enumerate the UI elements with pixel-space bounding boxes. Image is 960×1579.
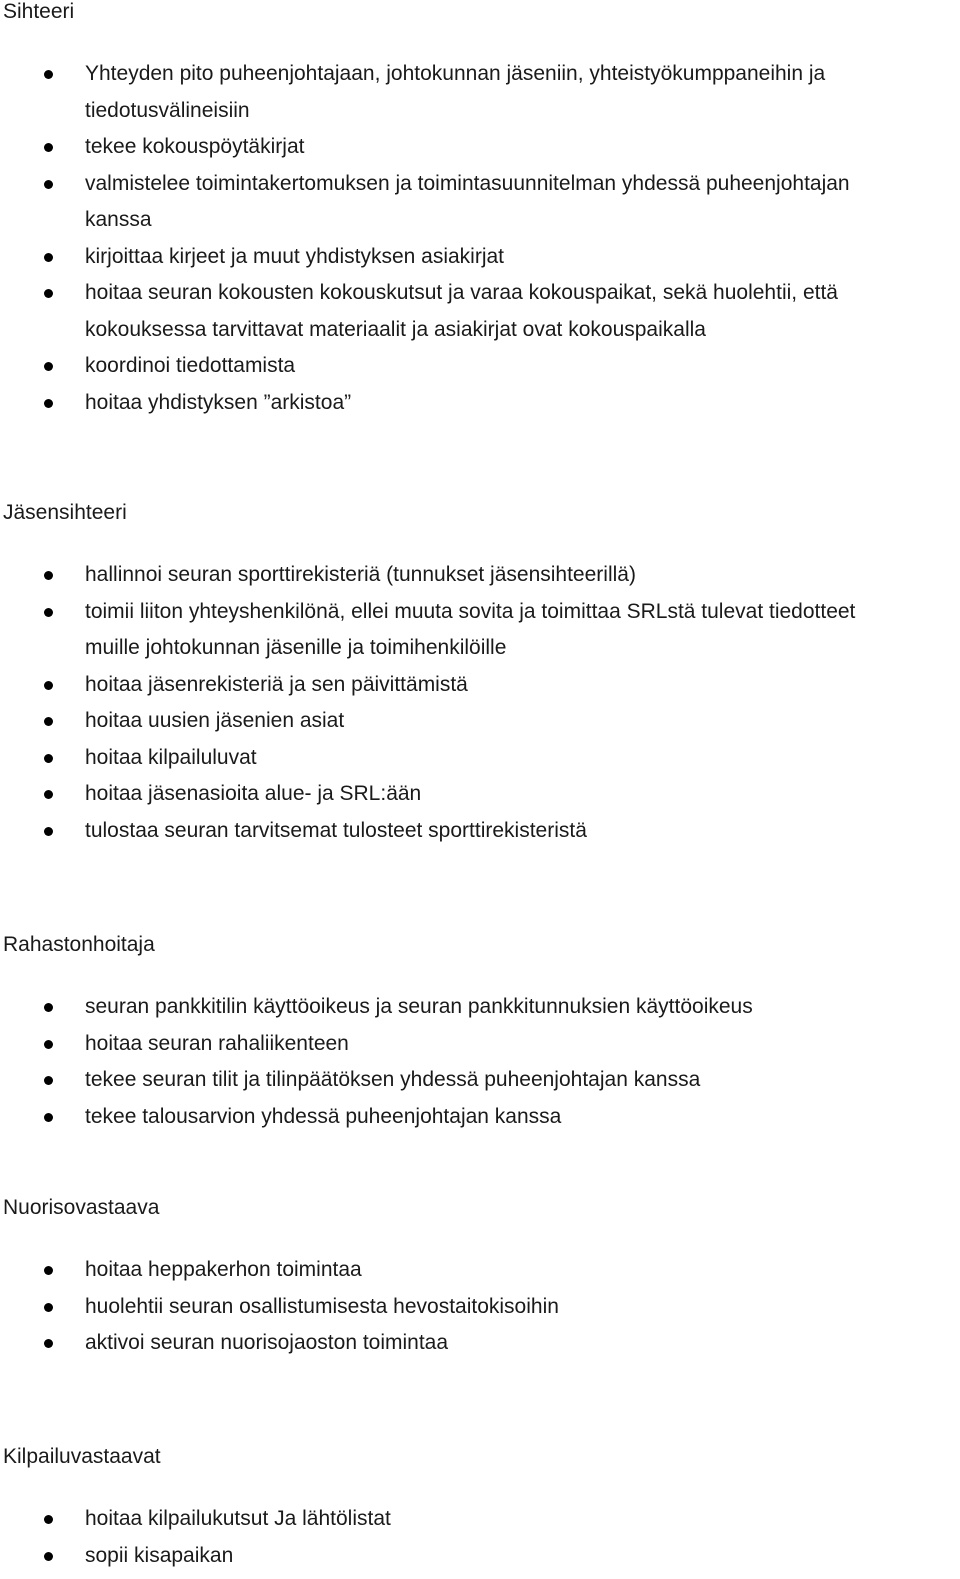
list-item-text: hoitaa jäsenrekisteriä ja sen päivittämistä [85, 672, 468, 696]
bullet-icon [44, 143, 53, 152]
list-item [0, 348, 960, 385]
bullet-icon [44, 754, 53, 763]
list-item-text: Yhteyden pito puheenjohtajaan, johtokunnan jäseniin, yhteistyökumppaneihin ja [85, 62, 826, 85]
list-item-text: seuran pankkitilin käyttöoikeus ja seuran pankkitunnuksien käyttöoikeus [85, 995, 753, 1018]
list-item-text: hoitaa kilpailuluvat [85, 745, 257, 769]
list-item [0, 239, 960, 276]
list-item [0, 1062, 960, 1099]
section-heading: Jäsensihteeri [3, 501, 127, 524]
bullet-icon [44, 1076, 53, 1085]
list-item [0, 667, 960, 704]
bullet-icon [44, 362, 53, 371]
list-item-text: kirjoittaa kirjeet ja muut yhdistyksen asiakirjat [85, 244, 504, 268]
list-item-text: tekee seuran tilit ja tilinpäätöksen yhdessä puheenjohtajan kanssa [85, 1068, 701, 1091]
bullet-icon [44, 1515, 53, 1524]
list-item-text: toimii liiton yhteyshenkilönä, ellei muuta sovita ja toimittaa SRLstä tulevat tiedotteet [85, 599, 856, 623]
list-item-text: tekee talousarvion yhdessä puheenjohtajan kanssa [85, 1104, 562, 1128]
list-item [0, 129, 960, 166]
list-item [0, 703, 960, 740]
section-heading: Nuorisovastaava [3, 1196, 160, 1219]
section-heading: Kilpailuvastaavat [3, 1445, 161, 1468]
list-item [0, 166, 960, 239]
list-item [0, 385, 960, 422]
list-item [0, 1501, 960, 1538]
list-item [0, 1289, 960, 1326]
list-item [0, 1325, 960, 1362]
list-item-text: valmistelee toimintakertomuksen ja toimintasuunnitelman yhdessä puheenjohtajan [85, 171, 850, 195]
list-item-text: aktivoi seuran nuorisojaoston toimintaa [85, 1331, 449, 1354]
bullet-list [0, 989, 960, 1135]
list-item [0, 557, 960, 594]
list-item [0, 813, 960, 850]
list-item [0, 275, 960, 348]
list-item-text: hoitaa heppakerhon toimintaa [85, 1258, 362, 1281]
bullet-icon [44, 1003, 53, 1012]
list-item [0, 1099, 960, 1136]
section-heading: Rahastonhoitaja [3, 933, 155, 956]
bullet-icon [44, 790, 53, 799]
bullet-icon [44, 399, 53, 408]
list-item-text: kanssa [85, 208, 152, 231]
list-item-text: hoitaa seuran kokousten kokouskutsut ja varaa kokouspaikat, sekä huolehtii, että [85, 281, 838, 304]
bullet-icon [44, 681, 53, 690]
list-item-text: hoitaa yhdistyksen ”arkistoa” [85, 390, 352, 414]
bullet-icon [44, 717, 53, 726]
bullet-icon [44, 1339, 53, 1348]
bullet-icon [44, 1552, 53, 1561]
bullet-list [0, 1252, 960, 1362]
list-item-text: tiedotusvälineisiin [85, 98, 250, 122]
list-item-text: huolehtii seuran osallistumisesta hevostaitokisoihin [85, 1294, 559, 1318]
list-item-text: hoitaa uusien jäsenien asiat [85, 709, 345, 732]
list-item [0, 989, 960, 1026]
list-item [0, 594, 960, 667]
list-item [0, 776, 960, 813]
bullet-icon [44, 1040, 53, 1049]
list-item-text: tulostaa seuran tarvitsemat tulosteet sporttirekisteristä [85, 818, 587, 842]
list-item-text: hoitaa seuran rahaliikenteen [85, 1031, 349, 1055]
bullet-icon [44, 1266, 53, 1275]
list-item-text: muille johtokunnan jäsenille ja toimihenkilöille [85, 636, 507, 659]
list-item [0, 56, 960, 129]
bullet-list [0, 557, 960, 849]
bullet-list [0, 1501, 960, 1574]
list-item-text: hallinnoi seuran sporttirekisteriä (tunnukset jäsensihteerillä) [85, 563, 636, 586]
section-heading: Sihteeri [3, 0, 75, 23]
list-item-text: hoitaa kilpailukutsut Ja lähtölistat [85, 1507, 391, 1530]
list-item-text: sopii kisapaikan [85, 1543, 234, 1567]
bullet-icon [44, 1113, 53, 1122]
list-item [0, 1538, 960, 1575]
list-item-text: koordinoi tiedottamista [85, 354, 296, 377]
bullet-icon [44, 289, 53, 298]
bullet-icon [44, 253, 53, 262]
list-item [0, 1026, 960, 1063]
bullet-icon [44, 827, 53, 836]
list-item-text: kokouksessa tarvittavat materiaalit ja asiakirjat ovat kokouspaikalla [85, 317, 706, 341]
bullet-icon [44, 608, 53, 617]
bullet-list [0, 56, 960, 421]
bullet-icon [44, 571, 53, 580]
bullet-icon [44, 70, 53, 79]
bullet-icon [44, 180, 53, 189]
list-item-text: tekee kokouspöytäkirjat [85, 135, 305, 158]
list-item-text: hoitaa jäsenasioita alue- ja SRL:ään [85, 782, 422, 805]
bullet-icon [44, 1303, 53, 1312]
list-item [0, 1252, 960, 1289]
list-item [0, 740, 960, 777]
